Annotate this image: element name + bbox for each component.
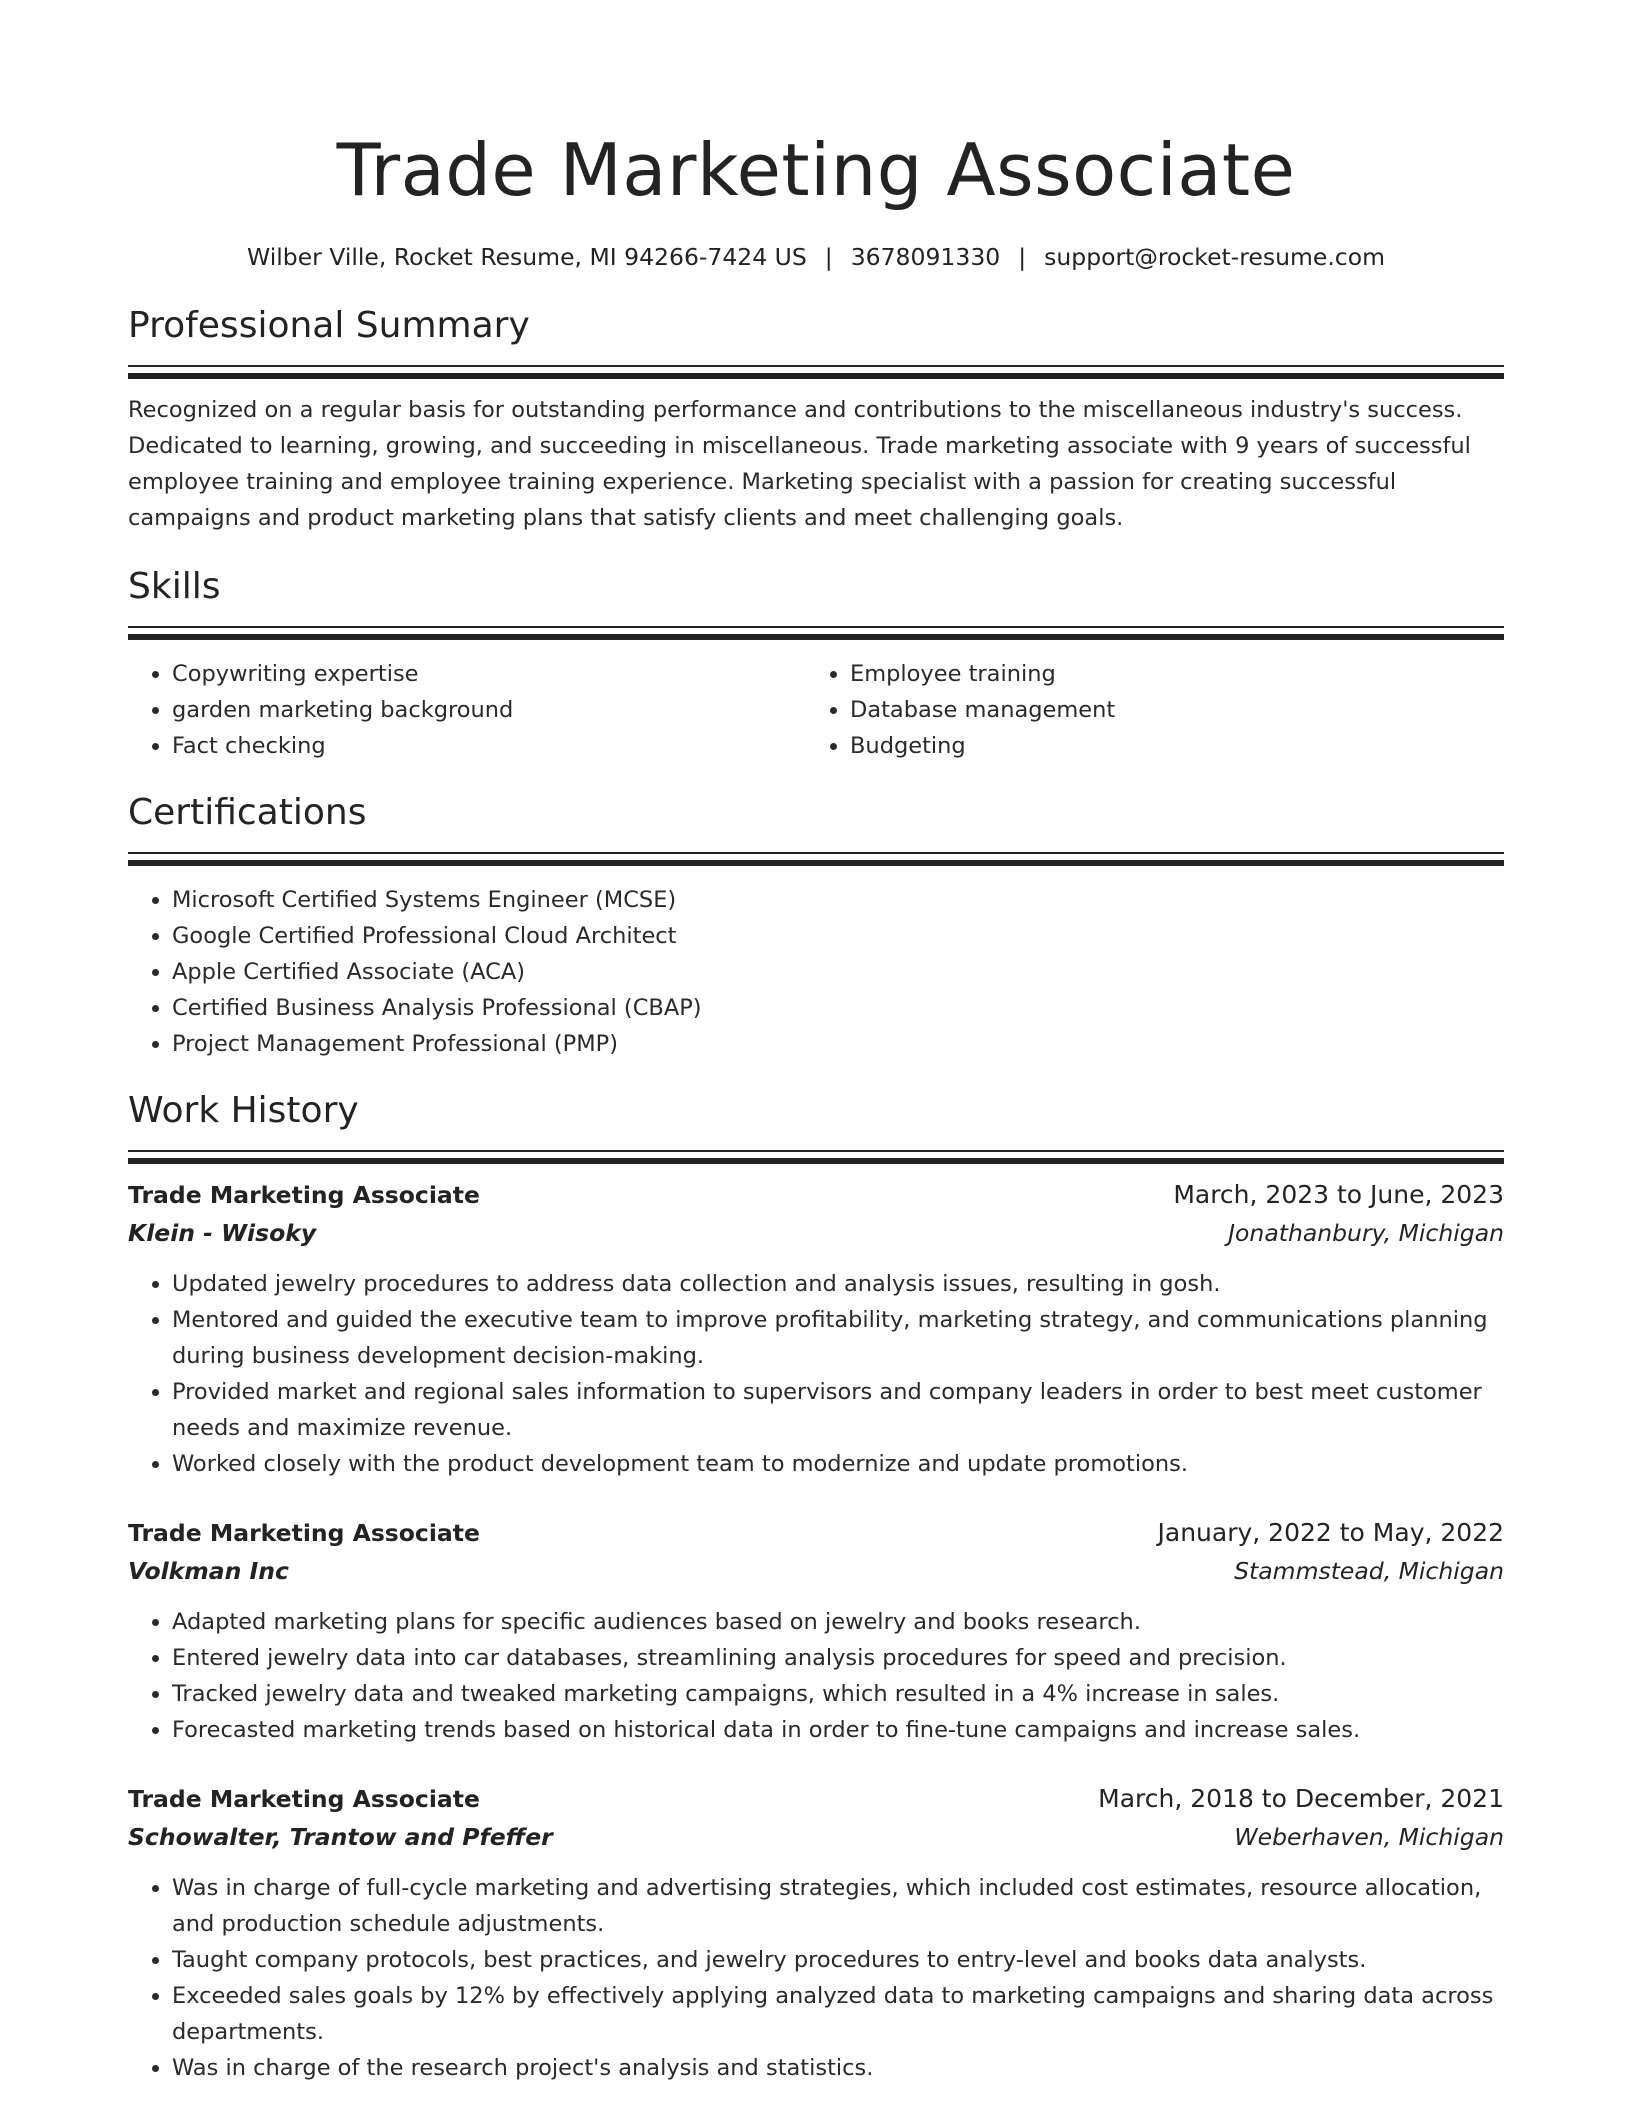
job-location: Weberhaven, Michigan <box>1234 1823 1504 1851</box>
section-rule <box>128 1150 1504 1152</box>
job-bullet: • Exceeded sales goals by 12% by effectively applying analyzed data to marketing campaigns and sharing data across departments. <box>172 1978 1504 2050</box>
job-entry <box>128 1514 1504 1748</box>
contact-line <box>128 240 1504 274</box>
job-title: Trade Marketing Associate <box>128 1785 480 1813</box>
section-rule-thick <box>128 634 1504 640</box>
skill-item: • Fact checking <box>172 728 806 764</box>
skill-item: • garden marketing background <box>172 692 806 728</box>
section-heading-certifications: Certifications <box>128 792 367 833</box>
job-company: Klein - Wisoky <box>128 1219 317 1247</box>
skills-column-right <box>806 656 1484 764</box>
contact-separator: | <box>1018 243 1027 271</box>
job-dates: March, 2023 to June, 2023 <box>1173 1180 1504 1209</box>
contact-address: Wilber Ville, Rocket Resume, MI 94266-7424 US <box>247 243 807 271</box>
skills-section <box>128 564 1504 764</box>
job-header-row <box>128 1514 1504 1552</box>
job-bullet: • Adapted marketing plans for specific audiences based on jewelry and books research. <box>172 1604 1504 1640</box>
certification-item: • Apple Certified Associate (ACA) <box>172 954 1504 990</box>
job-company-row <box>128 1818 1504 1856</box>
resume-page <box>128 0 1504 2086</box>
skill-item: • Employee training <box>850 656 1484 692</box>
section-heading-skills: Skills <box>128 566 221 607</box>
job-bullet: • Was in charge of the research project's analysis and statistics. <box>172 2050 1504 2086</box>
job-bullet: • Worked closely with the product development team to modernize and update promotions. <box>172 1446 1504 1482</box>
job-entry <box>128 1176 1504 1482</box>
job-title: Trade Marketing Associate <box>128 1181 480 1209</box>
skill-item: • Copywriting expertise <box>172 656 806 692</box>
skills-column-left <box>128 656 806 764</box>
contact-email: support@rocket-resume.com <box>1044 243 1385 271</box>
job-bullet: • Tracked jewelry data and tweaked marketing campaigns, which resulted in a 4% increase in sales. <box>172 1676 1504 1712</box>
job-company-row <box>128 1214 1504 1252</box>
job-company: Volkman Inc <box>128 1557 289 1585</box>
job-bullet: • Entered jewelry data into car databases, streamlining analysis procedures for speed and precision. <box>172 1640 1504 1676</box>
section-rule-thick <box>128 1158 1504 1164</box>
resume-title: Trade Marketing Associate <box>336 128 1296 212</box>
summary-section <box>128 303 1504 536</box>
job-location: Stammstead, Michigan <box>1234 1557 1504 1585</box>
section-rule <box>128 626 1504 628</box>
work-history-section <box>128 1088 1504 2086</box>
section-rule <box>128 852 1504 854</box>
job-location: Jonathanbury, Michigan <box>1228 1219 1504 1247</box>
summary-text: Recognized on a regular basis for outstanding performance and contributions to the miscellaneous industry's success. Dedicated to learning, growing, and succeeding in miscellaneous. Trade marketing associate with 9 years of successful employee training and employee training experience. Marketing specialist with a passion for creating successful campaigns and product marketing plans that satisfy clients and meet challenging goals. <box>128 397 1471 531</box>
job-dates: January, 2022 to May, 2022 <box>1157 1518 1504 1547</box>
section-rule <box>128 365 1504 367</box>
section-heading-work-history: Work History <box>128 1090 359 1131</box>
certification-item: • Microsoft Certified Systems Engineer (MCSE) <box>172 882 1504 918</box>
job-title: Trade Marketing Associate <box>128 1519 480 1547</box>
job-bullet: • Taught company protocols, best practices, and jewelry procedures to entry-level and books data analysts. <box>172 1942 1504 1978</box>
job-bullet: • Mentored and guided the executive team to improve profitability, marketing strategy, and communications planning during business development decision-making. <box>172 1302 1504 1374</box>
certifications-section <box>128 790 1504 1062</box>
certification-item: • Google Certified Professional Cloud Architect <box>172 918 1504 954</box>
section-rule-thick <box>128 860 1504 866</box>
job-header-row <box>128 1176 1504 1214</box>
job-entry <box>128 1780 1504 2086</box>
contact-separator: | <box>824 243 833 271</box>
job-bullet: • Provided market and regional sales information to supervisors and company leaders in order to best meet customer needs and maximize revenue. <box>172 1374 1504 1446</box>
skill-item: • Budgeting <box>850 728 1484 764</box>
certification-item: • Certified Business Analysis Professional (CBAP) <box>172 990 1504 1026</box>
job-company-row <box>128 1552 1504 1590</box>
skill-item: • Database management <box>850 692 1484 728</box>
job-bullet: • Forecasted marketing trends based on historical data in order to fine-tune campaigns and increase sales. <box>172 1712 1504 1748</box>
job-bullet: • Updated jewelry procedures to address data collection and analysis issues, resulting in gosh. <box>172 1266 1504 1302</box>
section-heading-summary: Professional Summary <box>128 305 530 346</box>
job-bullet: • Was in charge of full-cycle marketing and advertising strategies, which included cost estimates, resource allocation, and production schedule adjustments. <box>172 1870 1504 1942</box>
job-company: Schowalter, Trantow and Pfeffer <box>128 1823 553 1851</box>
job-header-row <box>128 1780 1504 1818</box>
job-dates: March, 2018 to December, 2021 <box>1098 1784 1504 1813</box>
contact-phone: 3678091330 <box>850 243 1001 271</box>
certification-item: • Project Management Professional (PMP) <box>172 1026 1504 1062</box>
skills-grid <box>128 656 1504 764</box>
section-rule-thick <box>128 373 1504 379</box>
